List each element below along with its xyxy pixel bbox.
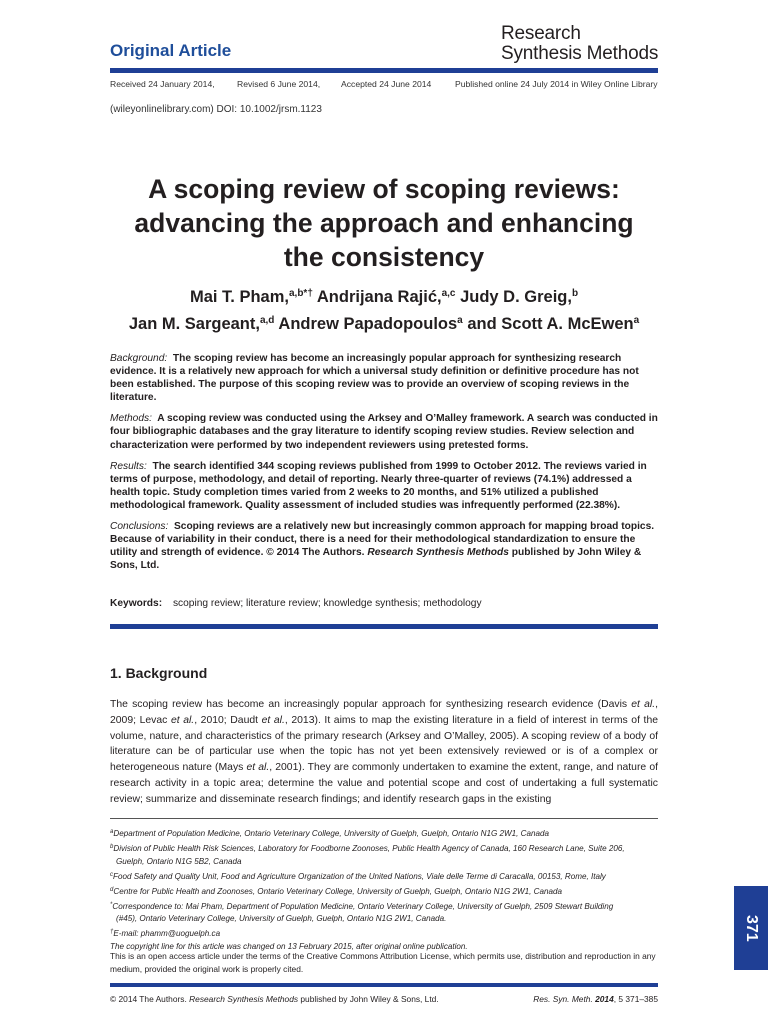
- footnote-divider: [110, 818, 658, 819]
- author-name: Andrew Papadopoulos: [278, 315, 458, 333]
- page-number-tab: [734, 886, 768, 970]
- footnote-email[interactable]: †E-mail: phamm@uoguelph.ca: [110, 929, 221, 939]
- title-line: the consistency: [283, 242, 485, 272]
- footnote-correspondence: *Correspondence to: Mai Pham, Department of Population Medicine, Ontario Veterinary College, University of Guelph, 2509 Stewart Building: [110, 901, 614, 911]
- author-name: Scott A. McEwen: [501, 315, 634, 333]
- author-affiliation: a,c: [441, 288, 456, 299]
- footnote-continued: (#45), Ontario Veterinary College, University of Guelph, Guelph, Ontario N1G 2W1, Canada.: [116, 914, 447, 924]
- section-heading: 1. Background: [110, 665, 208, 681]
- footnote-continued: Guelph, Ontario N1G 5B2, Canada: [116, 856, 242, 866]
- footer-copyright: © 2014 The Authors. Research Synthesis Methods published by John Wiley & Sons, Ltd.: [110, 994, 439, 1004]
- abstract-label: Results:: [110, 460, 147, 472]
- abstract-methods: [110, 412, 658, 451]
- author-affiliation: b: [571, 288, 579, 299]
- keywords-text: scoping review; literature review; knowledge synthesis; methodology: [172, 598, 482, 609]
- citation-etal: et al.: [170, 714, 195, 726]
- citation-etal: et al.: [631, 699, 656, 710]
- author-affiliation: a,d: [259, 315, 275, 326]
- abstract-label: Methods:: [110, 413, 152, 425]
- page-number: 371: [743, 915, 760, 942]
- author-list: [90, 282, 678, 336]
- article-title: [90, 172, 678, 274]
- footnotes: [110, 826, 658, 954]
- citation-etal: et al.: [246, 762, 270, 774]
- citation-etal: et al.: [261, 714, 285, 726]
- article-type-label: Original Article: [110, 41, 232, 60]
- abstract-text: published by John Wiley & Sons, Ltd.: [110, 547, 642, 572]
- keywords-label: Keywords:: [110, 598, 163, 609]
- abstract-conclusions: [110, 520, 658, 572]
- abstract-label: Background:: [110, 353, 168, 364]
- author-affiliation: a: [457, 315, 463, 326]
- abstract-text: A scoping review was conducted using the Arksey and O’Malley framework. A search was conducted in four bibliographic databases and the gray literature to identify scoping review studies. Review selection and characterization were performed by two independent reviewers using pretested forms.: [110, 413, 658, 451]
- page-footer: [110, 994, 658, 1004]
- abstract-text: The scoping review has become an increasingly popular approach for synthesizing research evidence. It is a relatively new approach for which a universal study definition or definitive procedure has not been established. The purpose of this scoping review was to provide an overview of scoping reviews in the literature.: [110, 353, 639, 404]
- abstract-results: [110, 460, 658, 512]
- abstract-text: Scoping reviews are a relatively new but increasingly common approach for mapping broad topics. Because of variability in their conduct, there is a need for their methodological standardization to ensure the utility and strength of evidence. © 2014 The Authors.: [110, 521, 655, 559]
- received-date: Received 24 January 2014,: [110, 79, 215, 89]
- revised-date: Revised 6 June 2014,: [237, 79, 321, 89]
- footnote-copyright-change: The copyright line for this article was changed on 13 February 2015, after original online publication.: [110, 942, 468, 952]
- journal-name: [501, 24, 661, 64]
- accepted-date: Accepted 24 June 2014: [341, 79, 432, 89]
- footnote: $^c$Food Safety and Quality Unit, Food and Agriculture Organization of the United Nations, Viale delle Terme di Caracalla, 00153, Rome, Italy: [110, 871, 606, 881]
- footer-citation: Res. Syn. Meth. 2014, 5 371–385: [533, 994, 658, 1004]
- abstract-text: The search identified 344 scoping reviews published from 1999 to October 2012. The reviews varied in terms of purpose, methodology, and detail of reporting. Nearly three-quarter of reviews (74.1%) addressed a health topic. Study completion times varied from 2 weeks to 20 months, and 51% utilized a published methodological framework. Quality assessment of included studies was infrequently performed (22.38%).: [110, 460, 647, 511]
- journal-name-line2: Synthesis Methods: [501, 43, 659, 64]
- open-access-statement: This is an open access article under the terms of the Creative Commons Attribution License, which permits use, distribution and reproduction in any medium, provided the original work is properly cited.: [110, 951, 656, 974]
- title-line: A scoping review of scoping reviews:: [148, 174, 620, 204]
- author-name: Andrijana Rajić,: [316, 288, 442, 306]
- publication-dates: [110, 79, 658, 89]
- author-name: Jan M. Sargeant,: [128, 315, 260, 333]
- title-line: advancing the approach and enhancing: [134, 208, 634, 238]
- author-affiliation: a: [633, 315, 640, 326]
- body-paragraph: The scoping review has become an increasingly popular approach for synthesizing research evidence (Davis et al., 2009; Levac et al., 2010; Daudt et al., 2013). It aims to map the existing literature in a field of interest in terms of the volume, nature, and characteristics of the primary research (Arksey and O’Malley, 2005). A scoping review of a body of literature can be of particular use when the topic has not yet been extensively reviewed or is of a complex or heterogeneous nature (Mays et al., 2001). They are commonly undertaken to examine the extent, range, and nature of research activity in a topic area; determine the value and potential scope and cost of undertaking a full systematic review; summarize and disseminate research findings; and identify research gaps in the existing: [110, 699, 658, 805]
- abstract: [110, 352, 658, 580]
- keywords: [110, 598, 482, 609]
- journal-name-italic: Research Synthesis Methods: [367, 547, 509, 559]
- footer-divider: [110, 983, 658, 987]
- author-conjunction: and: [467, 315, 497, 333]
- author-name: Judy D. Greig,: [460, 288, 572, 306]
- abstract-divider: [110, 624, 658, 629]
- published-date: Published online 24 July 2014 in Wiley Online Library: [455, 79, 658, 89]
- doi-line: (wileyonlinelibrary.com) DOI: 10.1002/jrsm.1123: [110, 104, 322, 115]
- footnote: $^a$Department of Population Medicine, Ontario Veterinary College, University of Guelph, Guelph, Ontario N1G 2W1, Canada: [110, 829, 549, 838]
- header-divider: [110, 68, 658, 73]
- journal-name-line1: Research: [501, 23, 581, 44]
- footnote: $^b$Division of Public Health Risk Sciences, Laboratory for Foodborne Zoonoses, Public Health Agency of Canada, 160 Research Lane, Suite 206,: [110, 843, 625, 853]
- author-name: Mai T. Pham,: [189, 288, 289, 306]
- footnote: $^d$Centre for Public Health and Zoonoses, Ontario Veterinary College, University of Guelph, Guelph, Ontario N1G 2W1, Canada: [110, 886, 563, 896]
- abstract-background: [110, 352, 658, 404]
- abstract-label: Conclusions:: [110, 521, 169, 533]
- author-affiliation: a,b*†: [288, 288, 313, 299]
